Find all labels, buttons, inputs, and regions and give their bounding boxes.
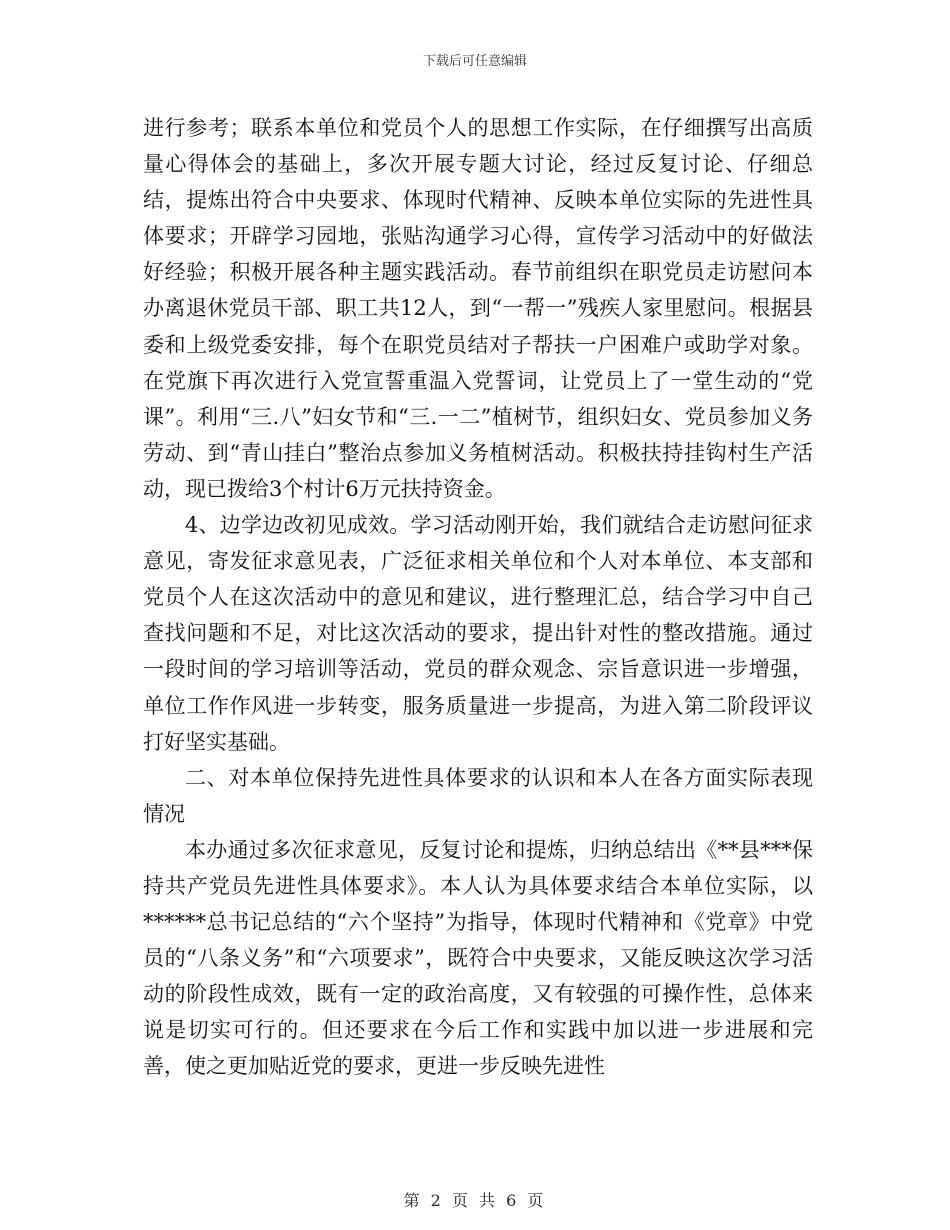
section-heading: 二、对本单位保持先进性具体要求的认识和本人在各方面实际表现情况: [143, 765, 813, 826]
page-number: 第 2 页 共 6 页: [403, 1191, 547, 1210]
document-body: [143, 110, 813, 1085]
paragraph: 进行参考；联系本单位和党员个人的思想工作实际，在仔细撰写出高质量心得体会的基础上，多次开展专题大讨论，经过反复讨论、仔细总结，提炼出符合中央要求、体现时代精神、反映本单位实际的先进性具体要求；开辟学习园地，张贴沟通学习心得，宣传学习活动中的好做法好经验；积极开展各种主题实践活动。春节前组织在职党员走访慰问本办离退休党员干部、职工共12人，到“一帮一”残疾人家里慰问。根据县委和上级党委安排，每个在职党员结对子帮扶一户困难户或助学对象。在党旗下再次进行入党宣誓重温入党誓词，让党员上了一堂生动的“党课”。利用“三.八”妇女节和“三.一二”植树节，组织妇女、党员参加义务劳动、到“青山挂白”整治点参加义务植树活动。积极扶持挂钩村生产活动，现已拨给3个村计6万元扶持资金。: [143, 116, 813, 501]
paragraph: 4、边学边改初见成效。学习活动刚开始，我们就结合走访慰问征求意见，寄发征求意见表，广泛征求相关单位和个人对本单位、本支部和党员个人在这次活动中的意见和建议，进行整理汇总，结合学习中自己查找问题和不足，对比这次活动的要求，提出针对性的整改措施。通过一段时间的学习培训等活动，党员的群众观念、宗旨意识进一步增强，单位工作作风进一步转变，服务质量进一步提高，为进入第二阶段评议打好坚实基础。: [143, 513, 813, 754]
paragraph: 本办通过多次征求意见，反复讨论和提炼，归纳总结出《**县***保持共产党员先进性具体要求》。本人认为具体要求结合本单位实际，以******总书记总结的“六个坚持”为指导，体现时代精神和《党章》中党员的“八条义务”和“六项要求”，既符合中央要求，又能反映这次学习活动的阶段性成效，既有一定的政治高度，又有较强的可操作性，总体来说是切实可行的。但还要求在今后工作和实践中加以进一步进展和完善，使之更加贴近党的要求，更进一步反映先进性: [143, 837, 813, 1079]
page-header: 下载后可任意编辑: [422, 54, 527, 69]
